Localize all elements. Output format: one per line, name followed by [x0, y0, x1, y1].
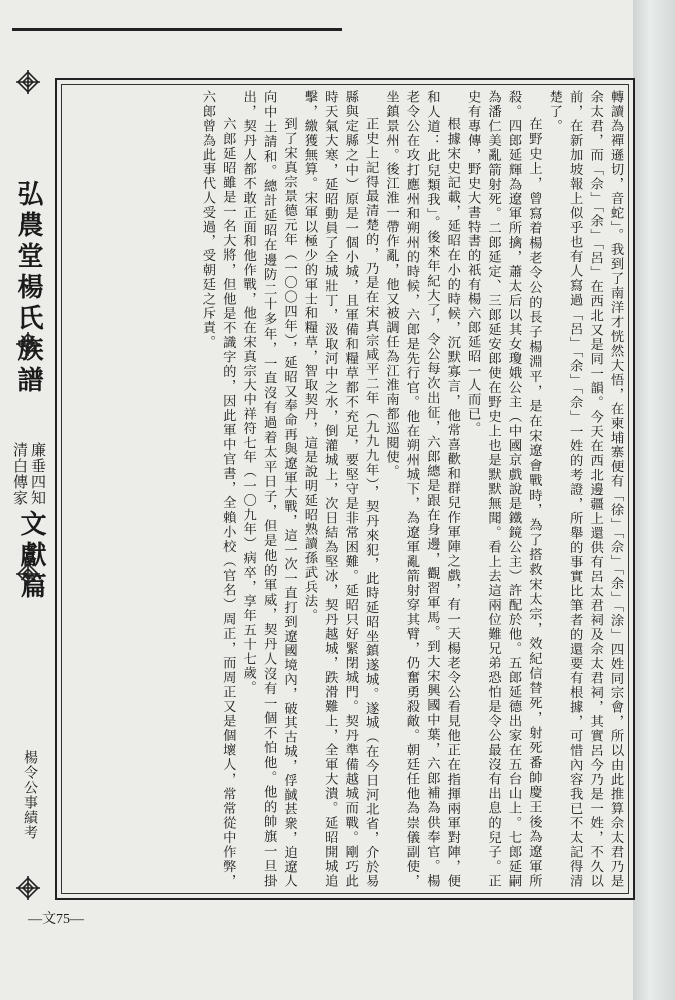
paragraph: 到了宋真宗景德元年（一〇〇四年），延昭又奉命再與遼軍大戰，這一次一直打到遼國境內，破其古城，俘馘甚衆，迫遼人向中土請和。總計延昭在邊防二十多年，一直沒有過着太平日子，但是他的軍威，契丹人沒有一個不怕他。他的帥旗一旦掛出，契丹人都不敢正面和他作戰，他在宋真宗大中祥符七年（一〇九年）病卒，享年五十七歲。 — [240, 90, 297, 888]
paragraph: 在野史上，曾寫着楊老令公的長子楊淵平，是在宋遼會戰時，為了搭救宋太宗，效紀信替死，射死番帥慶王後為遼軍所殺。四郎延輝為遼軍所擒，蕭太后以其女瓊娥公主（中國京戲說是鐵鏡公主）許配於他。五郎延德出家在五台山上。七郎延嗣為潘仁美亂箭射死。二郎延定、三郎延安郎使在野史上也是默默無聞。看上去這兩位難兄弟恐怕是令公最沒有出息的兒子。正史有專傳，野史大書特書的祇有楊六郎延昭一人而已。 — [465, 90, 542, 888]
book-title: 弘農堂楊氏族譜 — [13, 180, 43, 397]
text-frame — [55, 78, 635, 900]
diamond-ornament-icon — [16, 70, 40, 94]
diamond-ornament-icon — [16, 332, 40, 356]
side-title-column — [0, 70, 55, 930]
running-title: 楊令公事績考 — [22, 750, 38, 840]
motto-line-2: 清白傳家 — [11, 442, 29, 506]
top-rule — [12, 28, 342, 31]
paragraph: 根據宋史記載，延昭在小的時候，沉默寡言，他常喜歡和群兒作軍陣之戲，有一天楊老令公看見他正在指揮兩軍對陣，便和人道：此兒類我」。後來年紀大了，令公每次出征，六郎總是跟在身邊，觀習軍馬。到大宋興國中葉，六郎補為供奉官。楊老令公在攻打應州和朔州的時候，六郎是先行官。他在朔州城下，為遼軍亂箭射穿其臂，仍奮勇殺敵。朝廷任他為崇儀副使，坐鎮景州。後江淮一帶作亂，他又被調任為江淮南都巡閱使。 — [383, 90, 460, 888]
paragraph: 六郎延昭雖是一名大將，但他是不識字的，因此軍中官書，全賴小校（官名）周正，而周正又是個壞人，常常從中作弊，六郎曾為此事代人受過，受朝廷之斥責。 — [199, 90, 236, 888]
paragraph: 正史上記得最清楚的，乃是在宋真宗咸平二年（九九九年），契丹來犯，此時延昭坐鎮遂城。遂城（在今日河北省，介於易縣與定縣之中）原是一個小城，且軍備和糧草都不充足，要堅守是非常困難。延昭只好緊閉城門。契丹準備越城而戰。剛巧此時天氣大寒，延昭動員了全城壯丁，汲取河中之水，倒灌城上，次日結為堅冰，契丹越城，跌滑難上，全軍大潰。延昭開城追擊，繳獲無算。宋軍以極少的軍士和糧草，智取契丹，這是說明延昭熟讀孫武兵法。 — [301, 90, 379, 888]
diamond-ornament-icon — [16, 876, 40, 900]
section-title: 文獻篇 — [16, 510, 46, 603]
paragraph: 轉讀為禪遜切，音蛇」。我到了南洋才恍然大悟，在柬埔寨便有「徐」「佘」「余」「涂」四姓同宗會，所以由此推算佘太君乃是余太君，而「佘」「余」「呂」在西北又是同一韻。今天在西北邊疆上還供有呂太君祠及佘太君祠，其實呂今乃是一姓，不久以前，在新加坡報上似乎也有人寫過「呂」「余」「佘」一姓的考證，所舉的事實比筆者的還要有根據，可惜內容我已不太記得清楚了。 — [546, 90, 623, 888]
diamond-ornament-icon — [16, 562, 40, 586]
motto-line-1: 廉垂四知 — [29, 442, 47, 506]
page-gutter-shadow — [633, 0, 675, 1000]
article-body — [65, 90, 625, 888]
page-number: —文75— — [28, 912, 84, 927]
